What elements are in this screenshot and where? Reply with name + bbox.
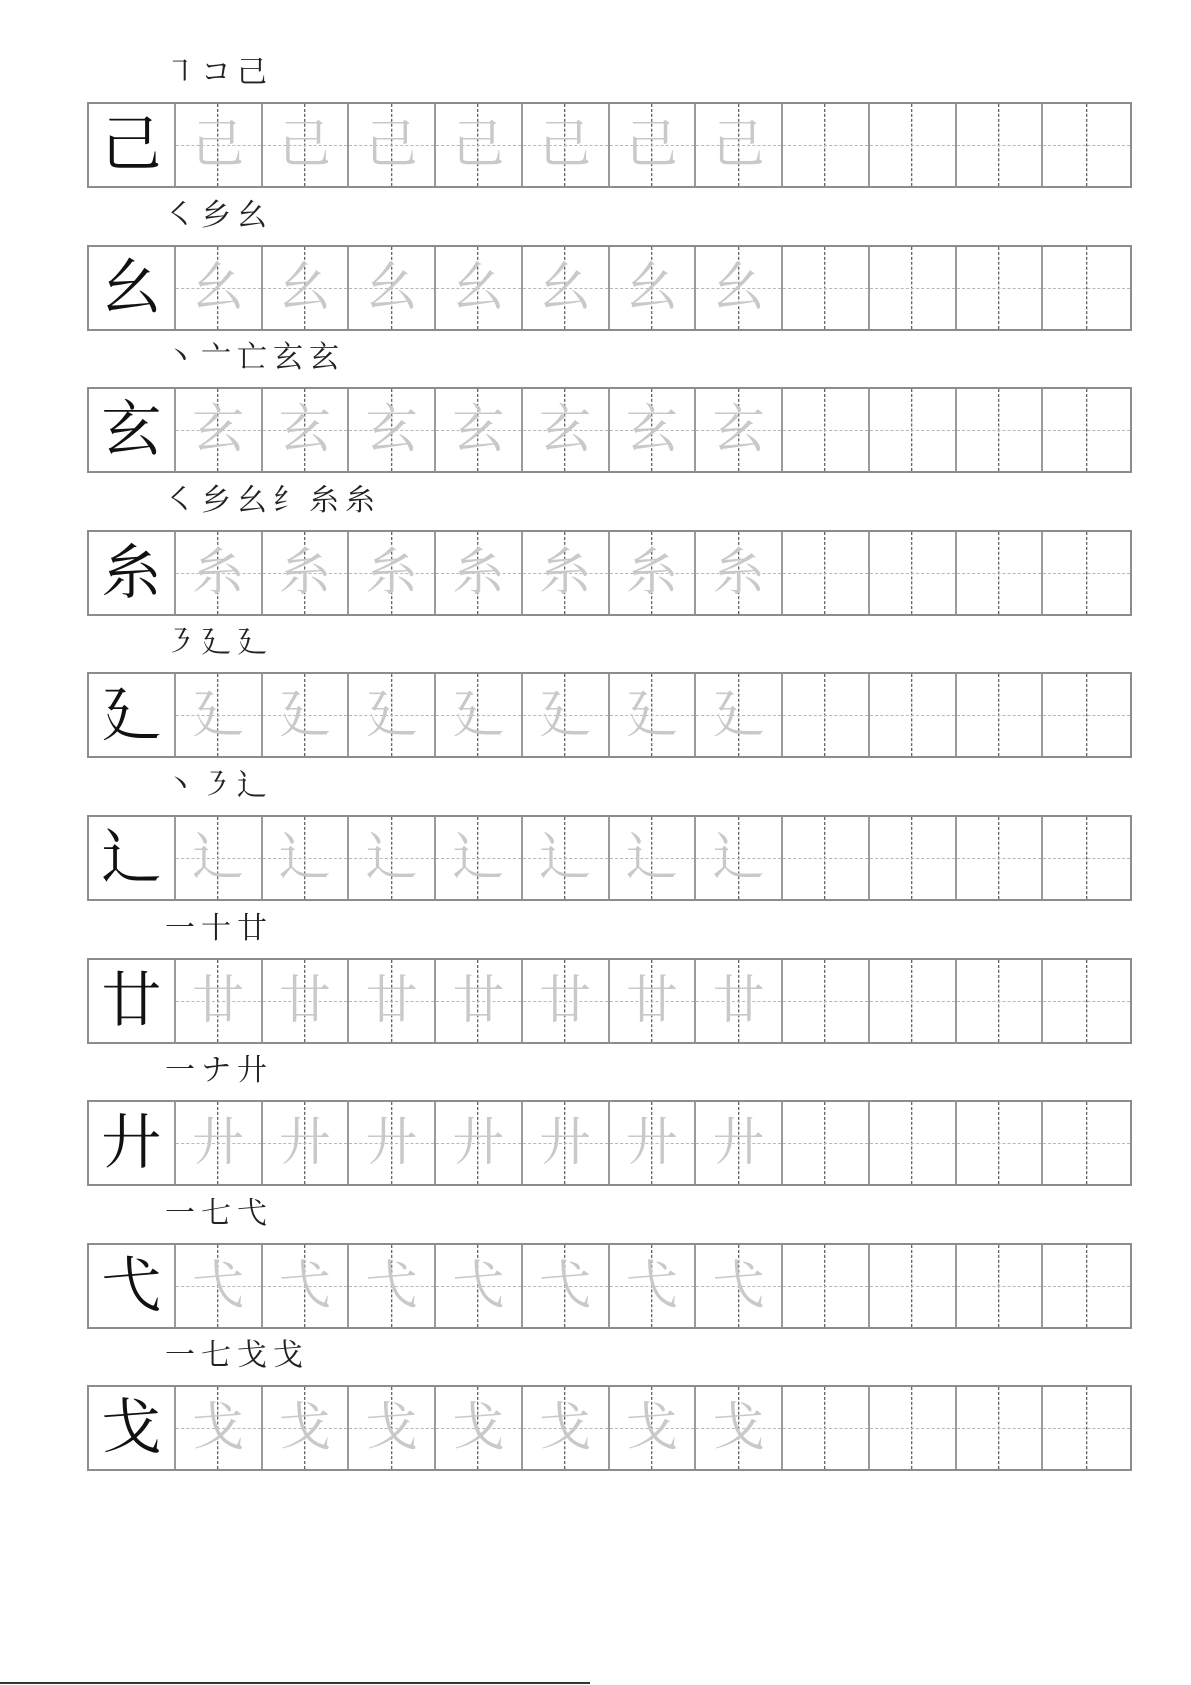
blank-practice-cell[interactable] bbox=[1043, 247, 1130, 329]
guide-line-horizontal bbox=[957, 1428, 1042, 1429]
trace-character: 糸 bbox=[625, 543, 678, 603]
tracing-cell bbox=[263, 960, 350, 1042]
blank-practice-cell[interactable] bbox=[957, 1387, 1044, 1469]
trace-character: 糸 bbox=[278, 543, 331, 603]
stroke-step: 弋 bbox=[237, 1196, 267, 1231]
guide-line-horizontal bbox=[957, 1286, 1042, 1287]
tracing-cell bbox=[610, 532, 697, 614]
tracing-cell bbox=[523, 1245, 610, 1327]
tracing-cell bbox=[436, 247, 523, 329]
blank-practice-cell[interactable] bbox=[783, 674, 870, 756]
stroke-step: ㇋ bbox=[165, 625, 195, 660]
trace-character: 廴 bbox=[192, 685, 245, 745]
guide-line-horizontal bbox=[957, 715, 1042, 716]
tracing-cell bbox=[263, 532, 350, 614]
tracing-cell bbox=[696, 960, 783, 1042]
tracing-cell bbox=[176, 532, 263, 614]
trace-character: 廾 bbox=[365, 1113, 418, 1173]
trace-character: 玄 bbox=[452, 400, 505, 460]
tracing-cell bbox=[263, 1245, 350, 1327]
trace-character: 糸 bbox=[539, 543, 592, 603]
tracing-cell bbox=[349, 960, 436, 1042]
stroke-step: ナ bbox=[201, 1053, 231, 1088]
tracing-cell bbox=[610, 960, 697, 1042]
guide-line-horizontal bbox=[1043, 1286, 1130, 1287]
model-character-cell bbox=[89, 1245, 176, 1327]
guide-line-horizontal bbox=[783, 145, 868, 146]
guide-line-horizontal bbox=[783, 1001, 868, 1002]
stroke-step: 幺 bbox=[237, 483, 267, 518]
model-character: 辶 bbox=[101, 823, 162, 893]
tracing-cell bbox=[263, 1387, 350, 1469]
practice-grid-row bbox=[87, 672, 1132, 758]
trace-character: 戈 bbox=[539, 1398, 592, 1458]
blank-practice-cell[interactable] bbox=[870, 817, 957, 899]
trace-character: 弋 bbox=[365, 1256, 418, 1316]
blank-practice-cell[interactable] bbox=[957, 247, 1044, 329]
practice-grid-row bbox=[87, 102, 1132, 188]
tracing-cell bbox=[523, 104, 610, 186]
blank-practice-cell[interactable] bbox=[870, 247, 957, 329]
guide-line-horizontal bbox=[870, 1428, 955, 1429]
stroke-order-row bbox=[165, 614, 267, 658]
model-character: 廾 bbox=[101, 1108, 162, 1178]
trace-character: 戈 bbox=[192, 1398, 245, 1458]
trace-character: 戈 bbox=[712, 1398, 765, 1458]
trace-character: 廿 bbox=[192, 971, 245, 1031]
blank-practice-cell[interactable] bbox=[870, 532, 957, 614]
trace-character: 玄 bbox=[712, 400, 765, 460]
tracing-cell bbox=[436, 104, 523, 186]
stroke-step: 糸 bbox=[309, 483, 339, 518]
stroke-step: 丶 bbox=[165, 340, 195, 375]
trace-character: 己 bbox=[278, 115, 331, 175]
tracing-cell bbox=[349, 389, 436, 471]
stroke-step: 廴 bbox=[201, 625, 231, 660]
trace-character: 幺 bbox=[365, 258, 418, 318]
tracing-cell bbox=[176, 389, 263, 471]
tracing-cell bbox=[436, 389, 523, 471]
blank-practice-cell[interactable] bbox=[783, 1387, 870, 1469]
tracing-cell bbox=[263, 104, 350, 186]
tracing-cell bbox=[263, 1102, 350, 1184]
model-character-cell bbox=[89, 1102, 176, 1184]
tracing-cell bbox=[696, 389, 783, 471]
blank-practice-cell[interactable] bbox=[1043, 389, 1130, 471]
guide-line-horizontal bbox=[957, 1001, 1042, 1002]
stroke-step: 辶 bbox=[237, 768, 267, 803]
stroke-step: 戈 bbox=[273, 1338, 303, 1373]
tracing-cell bbox=[523, 674, 610, 756]
tracing-cell bbox=[176, 960, 263, 1042]
stroke-order-row bbox=[165, 187, 267, 231]
blank-practice-cell[interactable] bbox=[783, 960, 870, 1042]
stroke-step: 纟 bbox=[273, 483, 303, 518]
tracing-cell bbox=[349, 674, 436, 756]
tracing-cell bbox=[349, 1245, 436, 1327]
stroke-order-row bbox=[165, 1327, 303, 1371]
tracing-cell bbox=[349, 532, 436, 614]
blank-practice-cell[interactable] bbox=[957, 960, 1044, 1042]
stroke-step: 七 bbox=[201, 1196, 231, 1231]
trace-character: 糸 bbox=[365, 543, 418, 603]
practice-grid-row bbox=[87, 387, 1132, 473]
practice-grid-row bbox=[87, 530, 1132, 616]
trace-character: 廿 bbox=[712, 971, 765, 1031]
tracing-cell bbox=[610, 674, 697, 756]
tracing-cell bbox=[176, 1102, 263, 1184]
blank-practice-cell[interactable] bbox=[957, 104, 1044, 186]
model-character: 弋 bbox=[101, 1251, 162, 1321]
tracing-cell bbox=[696, 104, 783, 186]
guide-line-horizontal bbox=[783, 430, 868, 431]
tracing-cell bbox=[436, 1387, 523, 1469]
trace-character: 弋 bbox=[192, 1256, 245, 1316]
trace-character: 辶 bbox=[625, 828, 678, 888]
guide-line-horizontal bbox=[870, 145, 955, 146]
trace-character: 己 bbox=[365, 115, 418, 175]
guide-line-horizontal bbox=[870, 1001, 955, 1002]
tracing-cell bbox=[696, 1102, 783, 1184]
tracing-cell bbox=[349, 817, 436, 899]
model-character-cell bbox=[89, 532, 176, 614]
model-character-cell bbox=[89, 674, 176, 756]
model-character: 玄 bbox=[101, 395, 162, 465]
trace-character: 廿 bbox=[365, 971, 418, 1031]
stroke-step: 一 bbox=[165, 911, 195, 946]
tracing-cell bbox=[523, 532, 610, 614]
trace-character: 廴 bbox=[452, 685, 505, 745]
blank-practice-cell[interactable] bbox=[957, 532, 1044, 614]
tracing-cell bbox=[610, 1102, 697, 1184]
stroke-order-row bbox=[165, 329, 339, 373]
blank-practice-cell[interactable] bbox=[783, 104, 870, 186]
guide-line-horizontal bbox=[957, 573, 1042, 574]
blank-practice-cell[interactable] bbox=[783, 817, 870, 899]
guide-line-horizontal bbox=[783, 1286, 868, 1287]
trace-character: 戈 bbox=[625, 1398, 678, 1458]
guide-line-horizontal bbox=[1043, 858, 1130, 859]
stroke-step: 十 bbox=[201, 911, 231, 946]
blank-practice-cell[interactable] bbox=[1043, 104, 1130, 186]
blank-practice-cell[interactable] bbox=[870, 1102, 957, 1184]
stroke-step: 一 bbox=[165, 1338, 195, 1373]
model-character-cell bbox=[89, 104, 176, 186]
tracing-cell bbox=[523, 817, 610, 899]
trace-character: 己 bbox=[192, 115, 245, 175]
tracing-cell bbox=[263, 674, 350, 756]
blank-practice-cell[interactable] bbox=[870, 1245, 957, 1327]
guide-line-horizontal bbox=[957, 288, 1042, 289]
model-character: 戈 bbox=[101, 1393, 162, 1463]
tracing-cell bbox=[696, 817, 783, 899]
blank-practice-cell[interactable] bbox=[1043, 1245, 1130, 1327]
tracing-cell bbox=[176, 104, 263, 186]
trace-character: 廾 bbox=[625, 1113, 678, 1173]
blank-practice-cell[interactable] bbox=[1043, 1387, 1130, 1469]
trace-character: 廴 bbox=[539, 685, 592, 745]
practice-grid-row bbox=[87, 245, 1132, 331]
guide-line-horizontal bbox=[957, 1143, 1042, 1144]
stroke-step: 一 bbox=[165, 1196, 195, 1231]
practice-grid-row bbox=[87, 1385, 1132, 1471]
stroke-step: 乡 bbox=[201, 483, 231, 518]
guide-line-horizontal bbox=[1043, 145, 1130, 146]
trace-character: 辶 bbox=[278, 828, 331, 888]
stroke-step: 七 bbox=[201, 1338, 231, 1373]
model-character: 廴 bbox=[101, 680, 162, 750]
tracing-cell bbox=[610, 247, 697, 329]
guide-line-horizontal bbox=[870, 715, 955, 716]
guide-line-horizontal bbox=[783, 1428, 868, 1429]
tracing-cell bbox=[696, 247, 783, 329]
stroke-step: コ bbox=[201, 55, 231, 90]
guide-line-horizontal bbox=[1043, 288, 1130, 289]
stroke-step: ㇋ bbox=[201, 768, 231, 803]
stroke-step: 廾 bbox=[237, 1053, 267, 1088]
stroke-step: 玄 bbox=[309, 340, 339, 375]
tracing-cell bbox=[176, 1387, 263, 1469]
trace-character: 廴 bbox=[712, 685, 765, 745]
stroke-order-row bbox=[165, 44, 267, 88]
guide-line-horizontal bbox=[783, 573, 868, 574]
blank-practice-cell[interactable] bbox=[783, 389, 870, 471]
trace-character: 玄 bbox=[539, 400, 592, 460]
stroke-step: ㇛ bbox=[165, 483, 195, 518]
guide-line-horizontal bbox=[870, 1286, 955, 1287]
stroke-step: 廴 bbox=[237, 625, 267, 660]
tracing-cell bbox=[263, 389, 350, 471]
tracing-cell bbox=[263, 247, 350, 329]
trace-character: 幺 bbox=[452, 258, 505, 318]
trace-character: 己 bbox=[539, 115, 592, 175]
stroke-step: ㇛ bbox=[165, 198, 195, 233]
trace-character: 玄 bbox=[192, 400, 245, 460]
stroke-step: 亡 bbox=[237, 340, 267, 375]
blank-practice-cell[interactable] bbox=[870, 674, 957, 756]
blank-practice-cell[interactable] bbox=[783, 532, 870, 614]
practice-grid-row bbox=[87, 958, 1132, 1044]
guide-line-horizontal bbox=[870, 1143, 955, 1144]
stroke-order-row bbox=[165, 472, 375, 516]
blank-practice-cell[interactable] bbox=[783, 1245, 870, 1327]
tracing-cell bbox=[610, 1245, 697, 1327]
guide-line-horizontal bbox=[957, 430, 1042, 431]
stroke-step: 幺 bbox=[237, 198, 267, 233]
tracing-cell bbox=[436, 960, 523, 1042]
trace-character: 弋 bbox=[625, 1256, 678, 1316]
trace-character: 己 bbox=[712, 115, 765, 175]
blank-practice-cell[interactable] bbox=[957, 817, 1044, 899]
tracing-cell bbox=[610, 104, 697, 186]
trace-character: 糸 bbox=[192, 543, 245, 603]
tracing-cell bbox=[436, 1245, 523, 1327]
guide-line-horizontal bbox=[783, 715, 868, 716]
guide-line-horizontal bbox=[1043, 430, 1130, 431]
tracing-cell bbox=[349, 1102, 436, 1184]
guide-line-horizontal bbox=[957, 145, 1042, 146]
guide-line-horizontal bbox=[957, 858, 1042, 859]
stroke-step: 丶 bbox=[165, 768, 195, 803]
stroke-step: 廿 bbox=[237, 911, 267, 946]
blank-practice-cell[interactable] bbox=[870, 104, 957, 186]
trace-character: 弋 bbox=[278, 1256, 331, 1316]
guide-line-horizontal bbox=[870, 288, 955, 289]
blank-practice-cell[interactable] bbox=[957, 389, 1044, 471]
tracing-cell bbox=[523, 1387, 610, 1469]
tracing-cell bbox=[436, 817, 523, 899]
blank-practice-cell[interactable] bbox=[957, 1245, 1044, 1327]
trace-character: 辶 bbox=[452, 828, 505, 888]
guide-line-horizontal bbox=[1043, 1001, 1130, 1002]
trace-character: 辶 bbox=[365, 828, 418, 888]
tracing-cell bbox=[610, 389, 697, 471]
model-character: 糸 bbox=[101, 538, 162, 608]
stroke-step: 糸 bbox=[345, 483, 375, 518]
trace-character: 弋 bbox=[452, 1256, 505, 1316]
guide-line-horizontal bbox=[783, 1143, 868, 1144]
blank-practice-cell[interactable] bbox=[1043, 1102, 1130, 1184]
trace-character: 幺 bbox=[539, 258, 592, 318]
tracing-cell bbox=[523, 960, 610, 1042]
trace-character: 糸 bbox=[452, 543, 505, 603]
blank-practice-cell[interactable] bbox=[1043, 674, 1130, 756]
tracing-cell bbox=[610, 817, 697, 899]
blank-practice-cell[interactable] bbox=[783, 247, 870, 329]
blank-practice-cell[interactable] bbox=[870, 389, 957, 471]
guide-line-horizontal bbox=[870, 430, 955, 431]
trace-character: 幺 bbox=[192, 258, 245, 318]
trace-character: 廿 bbox=[539, 971, 592, 1031]
blank-practice-cell[interactable] bbox=[1043, 817, 1130, 899]
stroke-step: 一 bbox=[165, 1053, 195, 1088]
trace-character: 玄 bbox=[278, 400, 331, 460]
trace-character: 辶 bbox=[539, 828, 592, 888]
trace-character: 弋 bbox=[712, 1256, 765, 1316]
guide-line-horizontal bbox=[1043, 1143, 1130, 1144]
trace-character: 糸 bbox=[712, 543, 765, 603]
trace-character: 廾 bbox=[452, 1113, 505, 1173]
trace-character: 弋 bbox=[539, 1256, 592, 1316]
guide-line-horizontal bbox=[1043, 1428, 1130, 1429]
stroke-order-row bbox=[165, 900, 267, 944]
tracing-cell bbox=[696, 1387, 783, 1469]
tracing-cell bbox=[176, 1245, 263, 1327]
tracing-cell bbox=[523, 389, 610, 471]
stroke-order-row bbox=[165, 757, 267, 801]
trace-character: 廾 bbox=[278, 1113, 331, 1173]
trace-character: 戈 bbox=[452, 1398, 505, 1458]
trace-character: 廴 bbox=[625, 685, 678, 745]
blank-practice-cell[interactable] bbox=[1043, 532, 1130, 614]
trace-character: 廿 bbox=[625, 971, 678, 1031]
stroke-step: 乡 bbox=[201, 198, 231, 233]
model-character-cell bbox=[89, 817, 176, 899]
blank-practice-cell[interactable] bbox=[1043, 960, 1130, 1042]
tracing-cell bbox=[436, 532, 523, 614]
trace-character: 廾 bbox=[192, 1113, 245, 1173]
trace-character: 廾 bbox=[539, 1113, 592, 1173]
tracing-cell bbox=[176, 674, 263, 756]
tracing-cell bbox=[349, 104, 436, 186]
practice-grid-row bbox=[87, 815, 1132, 901]
blank-practice-cell[interactable] bbox=[957, 674, 1044, 756]
tracing-cell bbox=[349, 247, 436, 329]
blank-practice-cell[interactable] bbox=[870, 1387, 957, 1469]
trace-character: 幺 bbox=[278, 258, 331, 318]
tracing-cell bbox=[696, 1245, 783, 1327]
trace-character: 廿 bbox=[452, 971, 505, 1031]
model-character-cell bbox=[89, 960, 176, 1042]
trace-character: 辶 bbox=[192, 828, 245, 888]
tracing-cell bbox=[436, 1102, 523, 1184]
stroke-order-row bbox=[165, 1185, 267, 1229]
blank-practice-cell[interactable] bbox=[783, 1102, 870, 1184]
blank-practice-cell[interactable] bbox=[957, 1102, 1044, 1184]
stroke-order-row bbox=[165, 1042, 267, 1086]
model-character-cell bbox=[89, 389, 176, 471]
stroke-step: 玄 bbox=[273, 340, 303, 375]
stroke-step: ㇕ bbox=[165, 55, 195, 90]
trace-character: 廿 bbox=[278, 971, 331, 1031]
trace-character: 戈 bbox=[365, 1398, 418, 1458]
tracing-cell bbox=[436, 674, 523, 756]
tracing-cell bbox=[176, 817, 263, 899]
model-character-cell bbox=[89, 1387, 176, 1469]
trace-character: 幺 bbox=[712, 258, 765, 318]
guide-line-horizontal bbox=[783, 858, 868, 859]
trace-character: 幺 bbox=[625, 258, 678, 318]
trace-character: 廴 bbox=[365, 685, 418, 745]
tracing-cell bbox=[696, 532, 783, 614]
blank-practice-cell[interactable] bbox=[870, 960, 957, 1042]
trace-character: 廾 bbox=[712, 1113, 765, 1173]
guide-line-horizontal bbox=[1043, 573, 1130, 574]
trace-character: 辶 bbox=[712, 828, 765, 888]
guide-line-horizontal bbox=[870, 573, 955, 574]
practice-grid-row bbox=[87, 1100, 1132, 1186]
model-character: 己 bbox=[101, 110, 162, 180]
tracing-cell bbox=[696, 674, 783, 756]
trace-character: 玄 bbox=[625, 400, 678, 460]
guide-line-horizontal bbox=[783, 288, 868, 289]
model-character: 幺 bbox=[101, 253, 162, 323]
model-character: 廿 bbox=[101, 966, 162, 1036]
trace-character: 玄 bbox=[365, 400, 418, 460]
tracing-cell bbox=[523, 247, 610, 329]
model-character-cell bbox=[89, 247, 176, 329]
tracing-cell bbox=[349, 1387, 436, 1469]
stroke-step: 戈 bbox=[237, 1338, 267, 1373]
guide-line-horizontal bbox=[870, 858, 955, 859]
stroke-step: 己 bbox=[237, 55, 267, 90]
trace-character: 廴 bbox=[278, 685, 331, 745]
trace-character: 己 bbox=[625, 115, 678, 175]
tracing-cell bbox=[523, 1102, 610, 1184]
practice-grid-row bbox=[87, 1243, 1132, 1329]
tracing-cell bbox=[610, 1387, 697, 1469]
guide-line-horizontal bbox=[1043, 715, 1130, 716]
trace-character: 戈 bbox=[278, 1398, 331, 1458]
tracing-cell bbox=[176, 247, 263, 329]
footer-divider bbox=[0, 1682, 590, 1684]
tracing-cell bbox=[263, 817, 350, 899]
stroke-step: 亠 bbox=[201, 340, 231, 375]
trace-character: 己 bbox=[452, 115, 505, 175]
